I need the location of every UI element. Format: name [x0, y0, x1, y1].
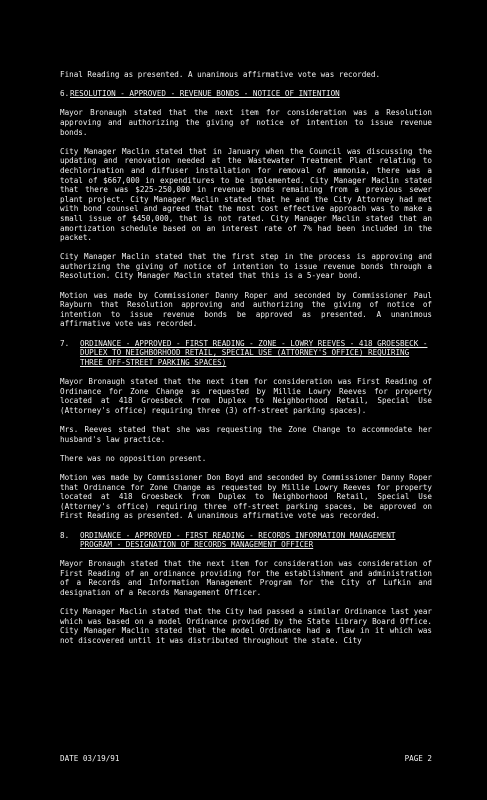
item-7-paragraph-3: There was no opposition present.: [60, 453, 207, 463]
item-number: 7.: [60, 338, 70, 348]
item-title: ORDINANCE - APPROVED - FIRST READING - ZONE - LOWRY REEVES - 418 GROESBECK - DUPLEX TO NEIGHBORHOOD RETAIL, SPECIAL USE (ATTORNEY'S OFFICE) REQUIRING THREE OFF-STREET PARKING SPACES): [80, 338, 428, 367]
item-title: RESOLUTION - APPROVED - REVENUE BONDS - NOTICE OF INTENTION: [70, 89, 340, 99]
footer-date: DATE 03/19/91: [60, 754, 120, 763]
item-6-paragraph-3: City Manager Maclin stated that the first step in the process is approving and authorizing the giving of notice of intention to issue revenue bonds through a Resolution. City Manager Maclin stated that this is a 5-year bond.: [60, 252, 432, 281]
paragraph-continuation: Final Reading as presented. A unanimous affirmative vote was recorded.: [60, 70, 381, 79]
footer-page-number: PAGE 2: [404, 754, 432, 763]
item-8-heading: [60, 531, 432, 550]
minutes-body: [60, 70, 432, 655]
item-6-paragraph-4: Motion was made by Commissioner Danny Roper and seconded by Commissioner Paul Rayburn that Resolution approving and authorizing the giving of notice of intention to issue revenue bonds be approved as presented. A unanimous affirmative vote was recorded.: [60, 290, 432, 329]
item-title: ORDINANCE - APPROVED - FIRST READING - RECORDS INFORMATION MANAGEMENT PROGRAM - DESIGNATION OF RECORDS MANAGEMENT OFFICER: [80, 530, 396, 550]
item-7-heading: [60, 339, 432, 368]
page-footer: [60, 754, 432, 764]
item-6-paragraph-1: Mayor Bronaugh stated that the next item for consideration was a Resolution approving and authorizing the giving of notice of intention to issue revenue bonds.: [60, 108, 432, 137]
item-number: 6.: [60, 89, 70, 99]
item-7-paragraph-2: Mrs. Reeves stated that she was requesting the Zone Change to accommodate her husband's law practice.: [60, 424, 432, 444]
item-8-paragraph-1: Mayor Bronaugh stated that the next item for consideration was consideration of First Reading of an ordinance providing for the establishment and administration of a Records and Information Management Program for the City of Lufkin and designation of a Records Management Officer.: [60, 559, 432, 598]
item-6-heading: [60, 89, 432, 99]
item-7-paragraph-1: Mayor Bronaugh stated that the next item for consideration was First Reading of Ordinance for Zone Change as requested by Millie Lowry Reeves for property located at 418 Groesbeck from Duplex to Neighborhood Retail, Special Use (Attorney's office) requiring three (3) off-street parking spaces).: [60, 377, 432, 415]
item-6-paragraph-2: City Manager Maclin stated that in January when the Council was discussing the updating and renovation needed at the Wastewater Treatment Plant relating to dechlorination and diffuser installation for removal of ammonia, there was a total of $667,000 in expenditures to be implemented. City Manager Maclin stated that there was $225-250,000 in revenue bonds remaining from a previous sewer plant project. City Manager Maclin stated that he and the City Attorney had met with bond counsel and agreed that the most cost effective approach was to make a small issue of $450,000, that is not rated. City Manager Maclin stated that an amortization schedule based on an interest rate of 7% had been included in the packet.: [60, 146, 432, 243]
item-7-paragraph-4: Motion was made by Commissioner Don Boyd and seconded by Commissioner Danny Roper that Ordinance for Zone Change as requested by Millie Lowry Reeves for property located at 418 Groesbeck from Duplex to Neighborhood Retail, Special Use (Attorney's office) requiring three off-street parking spaces, be approved on First Reading as presented. A unanimous affirmative vote was recorded.: [60, 472, 432, 521]
item-8-paragraph-2: City Manager Maclin stated that the City had passed a similar Ordinance last year which was based on a model Ordinance provided by the State Library Board Office. City Manager Maclin stated that the model Ordinance had a flaw in it which was not discovered until it was distributed throughout the state. City: [60, 607, 432, 646]
item-number: 8.: [60, 530, 70, 540]
